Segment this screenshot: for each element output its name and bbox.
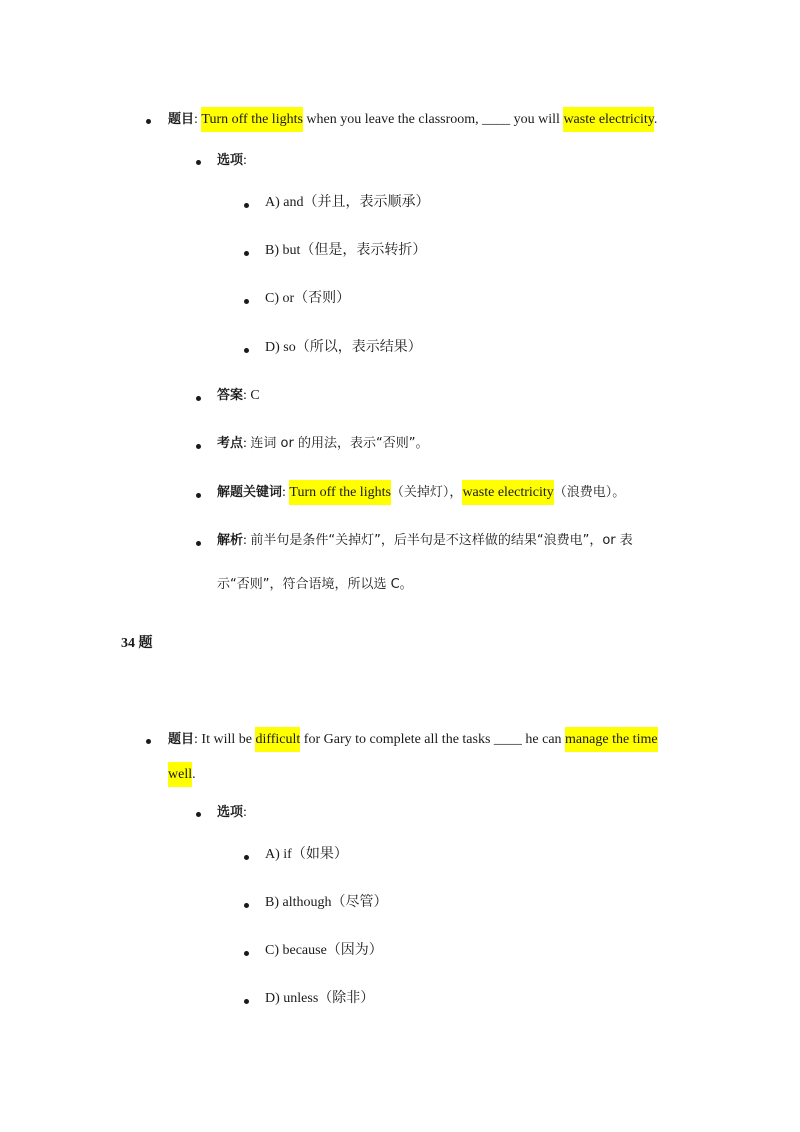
question-34-stem: 题目: It will be difficult for Gary to complete all the tasks ____ he can manage the time <box>168 730 658 750</box>
topic-label: 题目 <box>168 112 195 127</box>
bullet <box>244 348 249 353</box>
analysis: 解析: 前半句是条件“关掉灯”，后半句是不这样做的结果“浪费电”，or 表 <box>217 533 633 548</box>
bullet <box>196 160 201 165</box>
keywords: 解题关键词: Turn off the lights（关掉灯），waste electricity（浪费电）。 <box>217 483 625 503</box>
option-b: B) although（尽管） <box>265 895 388 910</box>
option-a: A) if（如果） <box>265 847 348 862</box>
bullet <box>196 493 201 498</box>
bullet <box>146 119 151 124</box>
bullet <box>146 739 151 744</box>
bullet <box>196 812 201 817</box>
answer-value: C <box>250 388 260 403</box>
topic-label: 题目 <box>168 732 195 747</box>
bullet <box>196 444 201 449</box>
bullet <box>244 903 249 908</box>
options-heading: 选项: <box>217 805 247 820</box>
bullet <box>244 299 249 304</box>
bullet <box>244 203 249 208</box>
option-a: A) and（并且，表示顺承） <box>265 195 430 210</box>
highlight: waste electricity <box>563 107 653 132</box>
bullet <box>244 951 249 956</box>
highlight: Turn off the lights <box>201 107 303 132</box>
highlight: waste electricity <box>462 480 553 505</box>
option-c: C) because（因为） <box>265 943 383 958</box>
test-point: 考点: 连词 or 的用法，表示“否则”。 <box>217 436 429 451</box>
question-34-stem-continued: well. <box>168 765 196 785</box>
bullet <box>196 396 201 401</box>
options-heading: 选项: <box>217 153 247 168</box>
question-34-heading: 34 题 <box>121 636 153 651</box>
option-b: B) but（但是，表示转折） <box>265 243 427 258</box>
answer: 答案: C <box>217 388 260 403</box>
bullet <box>244 251 249 256</box>
analysis-continued: 示“否则”，符合语境，所以选 C。 <box>217 577 413 592</box>
option-c: C) or（否则） <box>265 291 351 306</box>
question-33-stem: 题目: Turn off the lights when you leave the classroom, ____ you will waste electricity. <box>168 110 657 130</box>
option-d: D) unless（除非） <box>265 991 375 1006</box>
highlight: well <box>168 762 192 787</box>
bullet <box>244 855 249 860</box>
bullet <box>196 541 201 546</box>
highlight: manage the time <box>565 727 658 752</box>
bullet <box>244 999 249 1004</box>
highlight: difficult <box>255 727 300 752</box>
option-d: D) so（所以，表示结果） <box>265 340 422 355</box>
highlight: Turn off the lights <box>289 480 391 505</box>
